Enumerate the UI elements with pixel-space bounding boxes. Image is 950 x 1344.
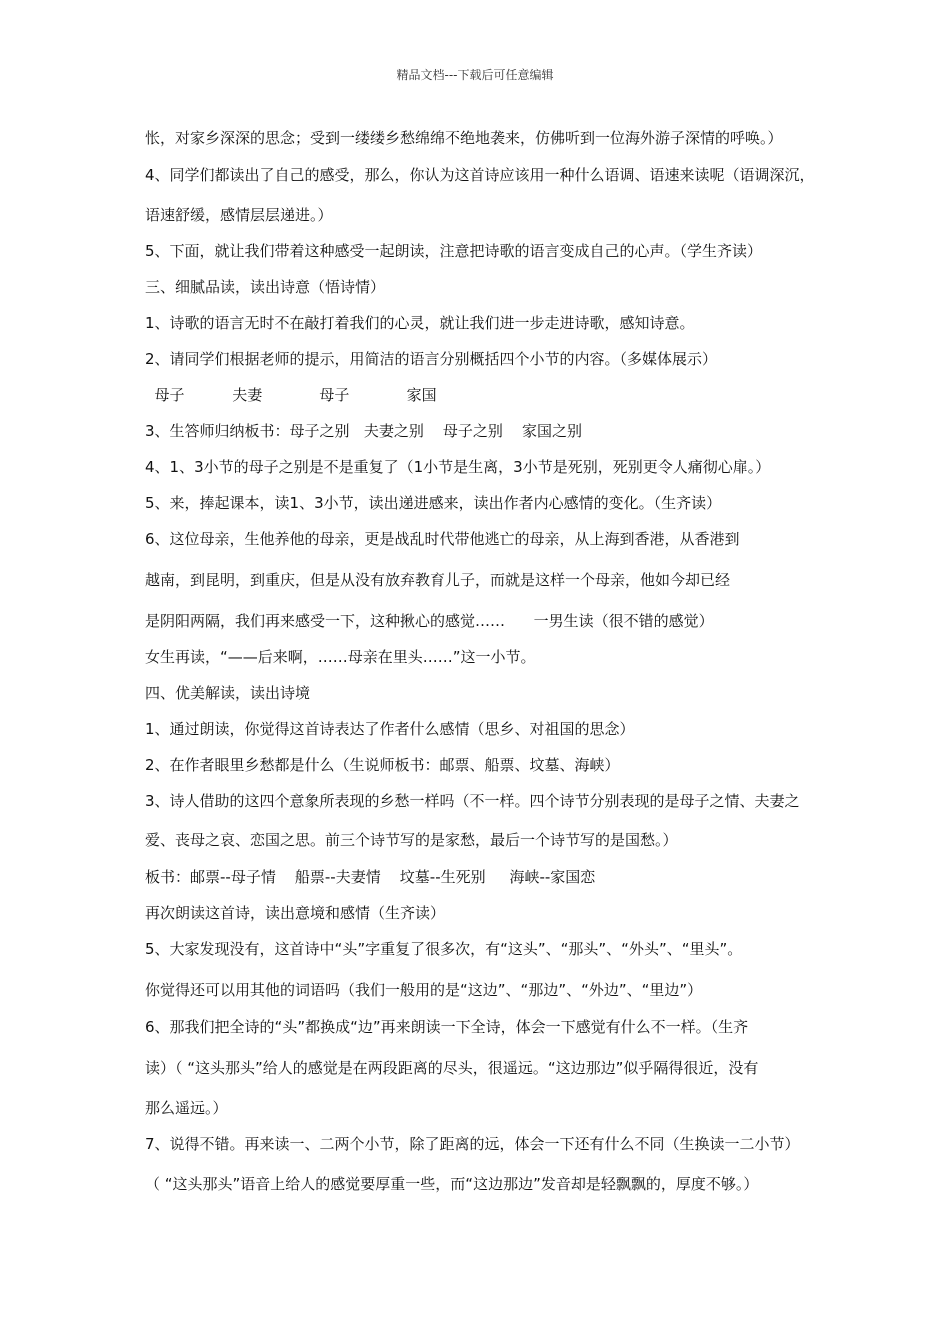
text-line: 怅，对家乡深深的思念；受到一缕缕乡愁绵绵不绝地袭来，仿佛听到一位海外游子深情的呼唤。） (145, 129, 783, 147)
text-line: 6、那我们把全诗的“头”都换成“边”再来朗读一下全诗，体会一下感觉有什么不一样。（生齐 (145, 1018, 749, 1036)
text-line: 读）（ “这头那头”给人的感觉是在两段距离的尽头，很遥远。“这边那边”似乎隔得很近，没有 (145, 1059, 759, 1077)
text-line: 1、通过朗读，你觉得这首诗表达了作者什么感情（思乡、对祖国的思念） (145, 720, 635, 738)
text-line: 你觉得还可以用其他的词语吗（我们一般用的是“这边”、“那边”、“外边”、“里边”） (145, 981, 703, 999)
text-line: 6、这位母亲，生他养他的母亲，更是战乱时代带他逃亡的母亲，从上海到香港，从香港到 (145, 530, 740, 548)
section-heading: 四、优美解读，读出诗境 (145, 684, 311, 702)
text-line: （ “这头那头”语音上给人的感觉要厚重一些，而“这边那边”发音却是轻飘飘的，厚度不够。） (145, 1175, 759, 1193)
text-line: 语速舒缓，感情层层递进。） (145, 206, 333, 224)
text-line: 1、诗歌的语言无时不在敲打着我们的心灵，就让我们进一步走进诗歌，感知诗意。 (145, 314, 695, 332)
text-line: 爱、丧母之哀、恋国之思。前三个诗节写的是家愁，最后一个诗节写的是国愁。） (145, 831, 678, 849)
text-line: 4、1、3小节的母子之别是不是重复了（1小节是生离，3小节是死别，死别更令人痛彻心扉。） (145, 458, 771, 476)
text-line: 母子 夫妻 母子 家国 (145, 386, 437, 404)
text-line: 是阴阳两隔，我们再来感受一下，这种揪心的感觉…… 一男生读（很不错的感觉） (145, 612, 714, 630)
text-line: 5、大家发现没有，这首诗中“头”字重复了很多次，有“这头”、“那头”、“外头”、“里头”。 (145, 940, 743, 958)
text-line: 5、来，捧起课本，读1、3小节，读出递进感来，读出作者内心感情的变化。（生齐读） (145, 494, 722, 512)
text-line: 3、生答师归纳板书：母子之别 夫妻之别 母子之别 家国之别 (145, 422, 582, 440)
text-line: 5、下面，就让我们带着这种感受一起朗读，注意把诗歌的语言变成自己的心声。（学生齐读） (145, 242, 763, 260)
text-line: 4、同学们都读出了自己的感受，那么，你认为这首诗应该用一种什么语调、语速来读呢（语调深沉， (145, 166, 815, 184)
text-line: 越南，到昆明，到重庆，但是从没有放弃教育儿子，而就是这样一个母亲，他如今却已经 (145, 571, 731, 589)
text-line: 板书：邮票--母子情 船票--夫妻情 坟墓--生死别 海峡--家国恋 (145, 868, 596, 886)
text-line: 2、请同学们根据老师的提示，用简洁的语言分别概括四个小节的内容。（多媒体展示） (145, 350, 718, 368)
section-heading: 三、细腻品读，读出诗意（悟诗情） (145, 278, 386, 296)
text-line: 3、诗人借助的这四个意象所表现的乡愁一样吗（不一样。四个诗节分别表现的是母子之情、夫妻之 (145, 792, 800, 810)
text-line: 2、在作者眼里乡愁都是什么（生说师板书：邮票、船票、坟墓、海峡） (145, 756, 620, 774)
page-header: 精品文档---下载后可任意编辑 (396, 68, 554, 82)
text-line: 女生再读，“——后来啊，……母亲在里头……”这一小节。 (145, 648, 536, 666)
text-line: 再次朗读这首诗，读出意境和感情（生齐读） (145, 904, 446, 922)
text-line: 那么遥远。） (145, 1099, 228, 1117)
text-line: 7、说得不错。再来读一、二两个小节，除了距离的远，体会一下还有什么不同（生换读一二小节） (145, 1135, 800, 1153)
